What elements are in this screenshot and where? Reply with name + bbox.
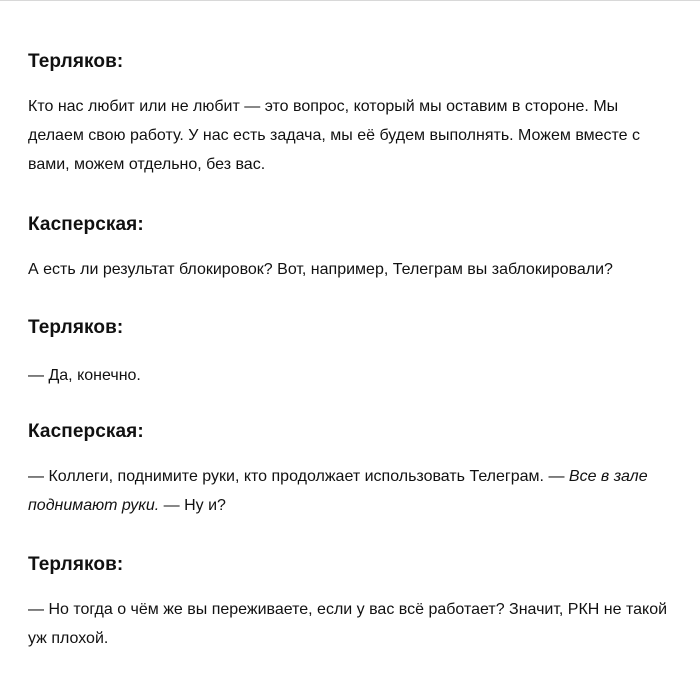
- speech-text: — Да, конечно.: [28, 367, 141, 384]
- speech-text-part: — Коллеги, поднимите руки, кто продолжает использовать Телеграм. —: [28, 468, 569, 485]
- speaker-name: Касперская:: [28, 214, 144, 235]
- speaker-name: Касперская:: [28, 421, 144, 442]
- speaker-name: Терляков:: [28, 317, 124, 338]
- speech-text: — Но тогда о чём же вы переживаете, если у вас всё работает? Значит, РКН не такой уж плохой.: [28, 601, 668, 647]
- speech-text-part: — Ну и?: [159, 497, 226, 514]
- top-divider: [0, 0, 700, 1]
- speech-text: Кто нас любит или не любит — это вопрос, который мы оставим в стороне. Мы делаем свою работу. У нас есть задача, мы её будем выполнять. Можем вместе с вами, можем отдельно, без вас.: [28, 98, 641, 173]
- dialogue-entry-3: [28, 316, 678, 384]
- dialogue-entry-1: [28, 50, 678, 173]
- speech-text: А есть ли результат блокировок? Вот, например, Телеграм вы заблокировали?: [28, 261, 613, 278]
- speaker-name: Терляков:: [28, 554, 124, 575]
- dialogue-entry-5: [28, 553, 678, 647]
- stage-direction: Все в зале поднимают руки.: [28, 468, 648, 514]
- speaker-name: Терляков:: [28, 51, 124, 72]
- speech-text: [28, 462, 678, 520]
- dialogue-entry-4: [28, 420, 678, 514]
- dialogue-entry-2: [28, 213, 678, 278]
